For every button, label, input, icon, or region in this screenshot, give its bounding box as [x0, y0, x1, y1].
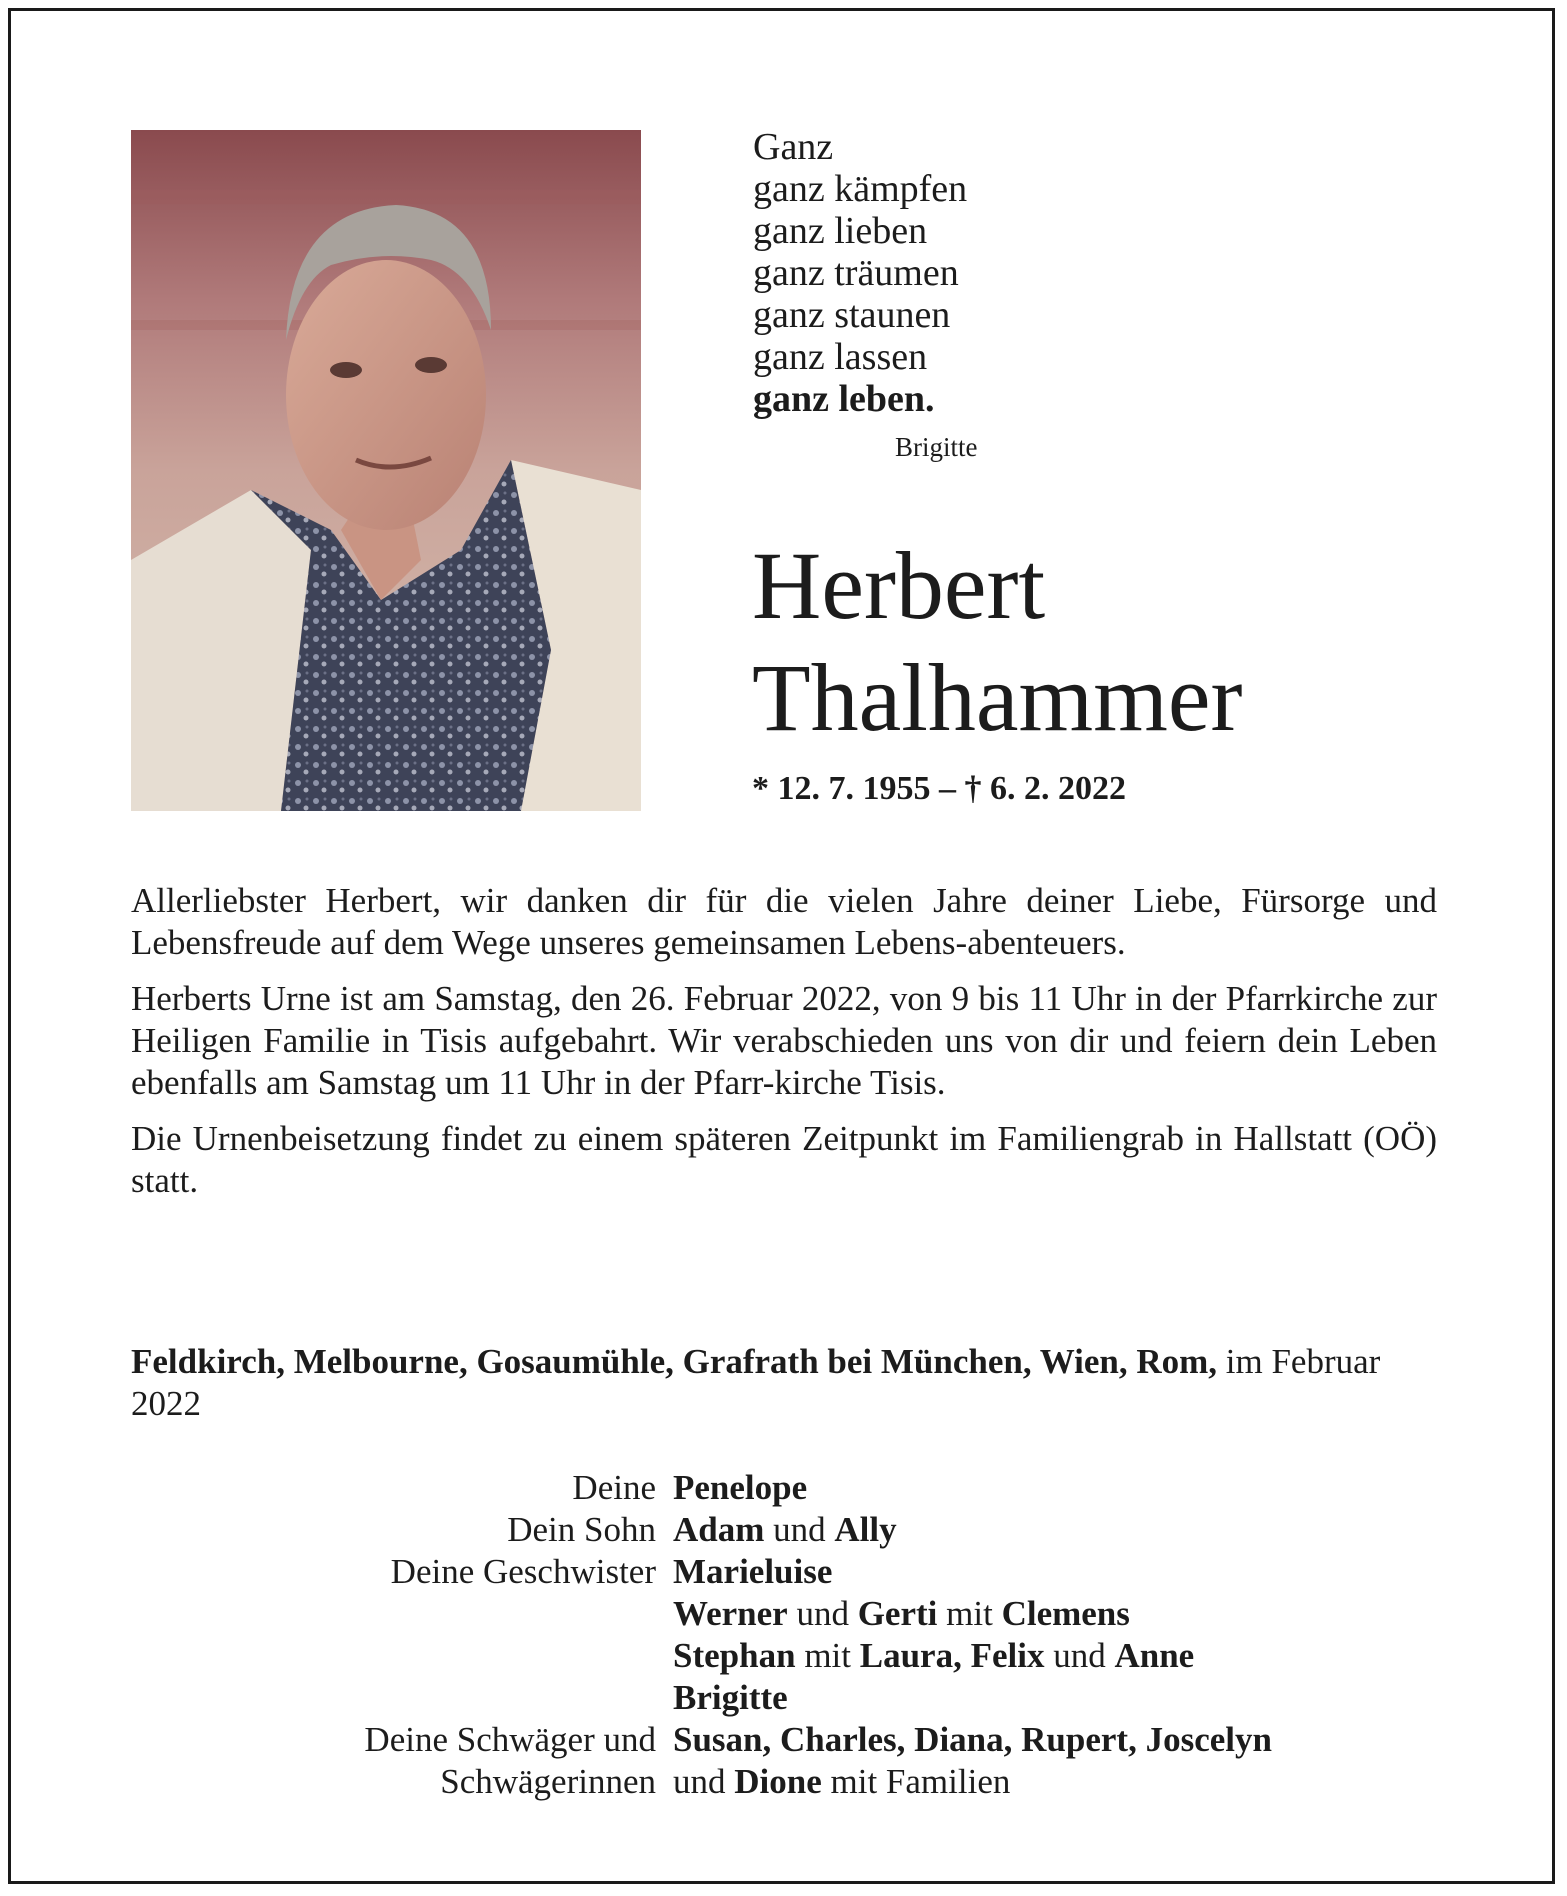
first-name: Herbert	[752, 532, 1046, 639]
mourner-name: Adam	[673, 1510, 765, 1549]
mourner-name: Stephan	[673, 1636, 796, 1675]
poem-line: ganz lassen	[753, 336, 928, 378]
mourner-connector: mit	[795, 1636, 860, 1675]
mourner-connector: und	[787, 1594, 858, 1633]
mourner-names	[673, 1635, 1194, 1677]
mourner-relation: Schwägerinnen	[440, 1762, 656, 1801]
places-date: im Februar 2022	[131, 1342, 1381, 1423]
poem-author: Brigitte	[895, 432, 978, 462]
deceased-name	[752, 530, 1242, 754]
mourner-relation: Deine Geschwister	[390, 1552, 656, 1591]
mourner-name: Penelope	[673, 1468, 808, 1507]
mourner-name: Dione	[734, 1762, 822, 1801]
mourner-connector: mit Familien	[821, 1762, 1011, 1801]
poem-line: ganz lieben	[753, 210, 928, 252]
places-line	[131, 1341, 1437, 1425]
paragraph: Herberts Urne ist am Samstag, den 26. Februar 2022, von 9 bis 11 Uhr in der Pfarrkirche zur Heiligen Familie in Tisis aufgebahrt. Wir verabschieden uns von dir und feiern dein Leben ebenfalls am Samstag um 11 Uhr in der Pfarr-kirche Tisis.	[131, 979, 1437, 1102]
mourner-relation	[131, 1635, 673, 1677]
mourner-row	[131, 1509, 1437, 1551]
poem-line: ganz träumen	[753, 252, 959, 294]
mourner-name: Brigitte	[673, 1678, 788, 1717]
mourner-connector: und	[764, 1510, 835, 1549]
mourner-row	[131, 1551, 1437, 1593]
mourner-names	[673, 1467, 807, 1509]
mourner-row	[131, 1677, 1437, 1719]
mourner-name: Ally	[834, 1510, 897, 1549]
mourner-connector: und	[1044, 1636, 1115, 1675]
mourner-names	[673, 1551, 832, 1593]
mourner-relation: Deine	[572, 1468, 656, 1507]
mourner-name: Clemens	[1001, 1594, 1130, 1633]
mourner-name: Werner	[673, 1594, 788, 1633]
mourner-name: Gerti	[857, 1594, 938, 1633]
paragraph: Allerliebster Herbert, wir danken dir für die vielen Jahre deiner Liebe, Fürsorge und Lebensfreude auf dem Wege unseres gemeinsamen Lebens-abenteuers.	[131, 881, 1437, 962]
message-body	[131, 880, 1437, 1216]
mourner-relation	[131, 1593, 673, 1635]
mourner-relation	[131, 1677, 673, 1719]
mourner-names	[673, 1593, 1130, 1635]
mourner-name: Marieluise	[673, 1552, 833, 1591]
mourner-row	[131, 1635, 1437, 1677]
life-dates: * 12. 7. 1955 – † 6. 2. 2022	[752, 770, 1126, 807]
mourner-relation: Dein Sohn	[507, 1510, 656, 1549]
mourner-name: Anne	[1114, 1636, 1195, 1675]
mourners-list	[131, 1467, 1437, 1803]
poem-final-line: ganz leben.	[753, 378, 935, 420]
mourner-relation: Deine Schwäger und	[364, 1720, 656, 1759]
mourner-row	[131, 1467, 1437, 1509]
last-name: Thalhammer	[752, 644, 1243, 751]
mourner-name: Susan, Charles, Diana, Rupert, Joscelyn	[673, 1720, 1272, 1759]
mourner-row	[131, 1761, 1437, 1803]
mourner-names	[673, 1761, 1010, 1803]
poem-line: ganz staunen	[753, 294, 951, 336]
poem-line: ganz kämpfen	[753, 168, 968, 210]
mourner-names	[673, 1677, 788, 1719]
poem-line: Ganz	[753, 126, 834, 168]
mourner-connector: mit	[937, 1594, 1002, 1633]
mourner-row	[131, 1593, 1437, 1635]
paragraph: Die Urnenbeisetzung findet zu einem späteren Zeitpunkt im Familiengrab in Hallstatt (OÖ) statt.	[131, 1119, 1437, 1200]
mourner-connector: und	[673, 1762, 735, 1801]
mourner-row	[131, 1719, 1437, 1761]
mourner-names	[673, 1509, 897, 1551]
poem	[753, 126, 978, 464]
mourner-names	[673, 1719, 1272, 1761]
portrait-photo	[131, 130, 641, 811]
places-cities: Feldkirch, Melbourne, Gosaumühle, Grafrath bei München, Wien, Rom,	[131, 1342, 1218, 1381]
mourner-name: Laura, Felix	[859, 1636, 1045, 1675]
